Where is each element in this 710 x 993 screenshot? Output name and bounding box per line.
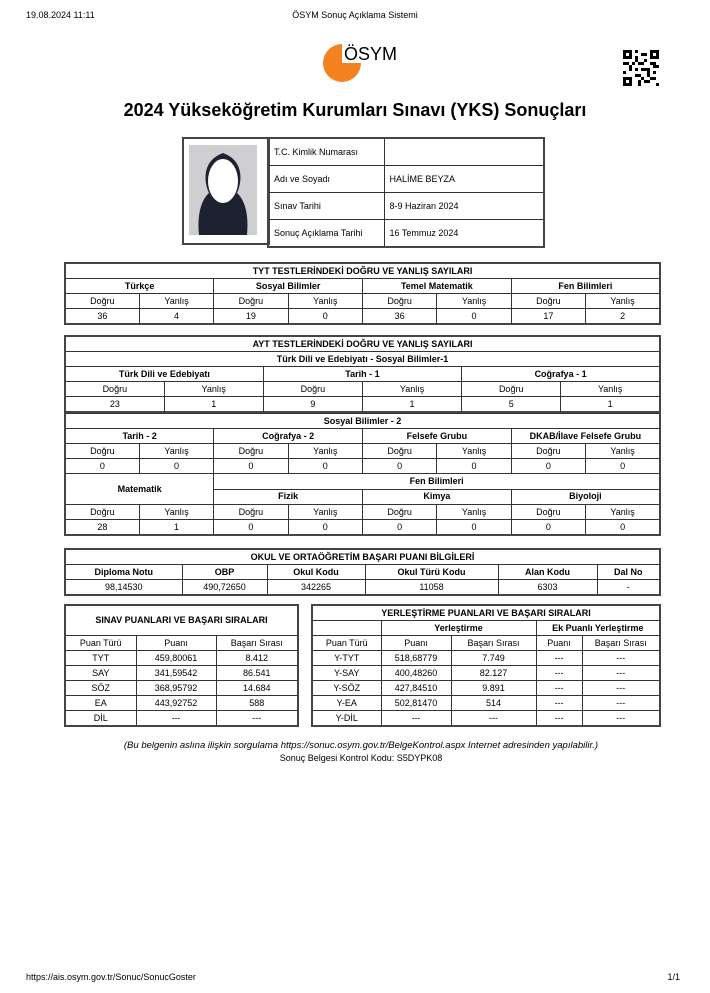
table-cell: 9 — [263, 397, 362, 413]
table-cell: Puanı — [381, 636, 451, 651]
table-cell: Puanı — [536, 636, 582, 651]
table-cell: 502,81470 — [381, 696, 451, 711]
print-datetime: 19.08.2024 11:11 — [26, 10, 95, 20]
table-row — [65, 580, 660, 596]
table-cell: Doğru — [65, 444, 139, 459]
table-header-row — [65, 474, 660, 490]
table-header-cell: Sosyal Bilimler - 2 — [65, 414, 660, 429]
table-cell: 4 — [139, 309, 213, 325]
table-cell: Doğru — [214, 505, 288, 520]
table-cell: 443,92752 — [136, 696, 216, 711]
table-header-row — [312, 605, 660, 621]
table-header-row — [65, 636, 298, 651]
table-cell: 8-9 Haziran 2024 — [384, 193, 544, 220]
table-cell: 341,59542 — [136, 666, 216, 681]
table-cell: 342265 — [267, 580, 365, 596]
table-cell: Doğru — [363, 505, 437, 520]
table-cell: SAY — [65, 666, 136, 681]
table-cell: 0 — [65, 459, 139, 474]
table-cell: Doğru — [214, 294, 288, 309]
table-header-cell: Okul Kodu — [267, 565, 365, 580]
table-row — [65, 309, 660, 325]
table-header-cell: Coğrafya - 1 — [462, 367, 660, 382]
table-cell: EA — [65, 696, 136, 711]
table-cell — [384, 138, 544, 166]
control-code: Sonuç Belgesi Kontrol Kodu: S5DYPK08 — [279, 753, 443, 763]
table-cell: 14.684 — [216, 681, 298, 696]
table-cell: 588 — [216, 696, 298, 711]
table-cell: --- — [216, 711, 298, 727]
table-cell: 8.412 — [216, 651, 298, 666]
table-cell: 1 — [561, 397, 660, 413]
table-header-row — [65, 336, 660, 352]
table-cell: 514 — [451, 696, 536, 711]
table-cell: --- — [582, 711, 660, 727]
table-row — [268, 220, 544, 248]
table-header-row — [312, 621, 660, 636]
table-cell: 459,80061 — [136, 651, 216, 666]
table-header-cell: Yerleştirme — [381, 621, 536, 636]
table-cell: Sonuç Açıklama Tarihi — [268, 220, 384, 248]
table-row — [65, 459, 660, 474]
table-header-row — [65, 414, 660, 429]
table-cell: 19 — [214, 309, 288, 325]
table-cell: 490,72650 — [182, 580, 267, 596]
okul-title: OKUL VE ORTAÖĞRETİM BAŞARI PUANI BİLGİLERİ — [65, 549, 660, 565]
table-cell: --- — [582, 666, 660, 681]
table-cell: Yanlış — [288, 444, 362, 459]
verification-note: (Bu belgenin aslına ilişkin sorgulama https://sonuc.osym.gov.tr/BelgeKontrol.aspx Internet adresinden yapılabilir.) — [123, 740, 599, 751]
table-cell: Yanlış — [586, 444, 660, 459]
table-cell: 427,84510 — [381, 681, 451, 696]
table-cell: Yanlış — [437, 444, 511, 459]
yerlestirme-title: YERLEŞTİRME PUANLARI VE BAŞARI SIRALARI — [312, 605, 660, 621]
table-cell: 2 — [586, 309, 660, 325]
table-cell: Doğru — [363, 444, 437, 459]
table-cell: Yanlış — [437, 294, 511, 309]
table-cell: --- — [536, 696, 582, 711]
table-cell: Doğru — [363, 294, 437, 309]
table-row — [312, 666, 660, 681]
table-cell: Yanlış — [586, 294, 660, 309]
table-cell: 0 — [586, 459, 660, 474]
table-cell: SÖZ — [65, 681, 136, 696]
table-cell: 0 — [214, 520, 288, 536]
table-row — [65, 520, 660, 536]
table-header-cell: Fen Bilimleri — [511, 279, 660, 294]
table-header-row — [65, 605, 298, 636]
table-cell: 400,48260 — [381, 666, 451, 681]
table-cell: Doğru — [65, 382, 164, 397]
ayt-table — [64, 335, 661, 413]
table-cell: 82.127 — [451, 666, 536, 681]
table-cell: --- — [582, 696, 660, 711]
table-header-row — [65, 263, 660, 279]
table-row — [65, 681, 298, 696]
table-cell: 36 — [363, 309, 437, 325]
table-header-row — [65, 429, 660, 444]
table-cell: Y-SÖZ — [312, 681, 381, 696]
table-cell: Y-EA — [312, 696, 381, 711]
table-row — [65, 711, 298, 727]
table-cell: Adı ve Soyadı — [268, 166, 384, 193]
table-cell: 0 — [363, 520, 437, 536]
qr-code-icon — [623, 50, 659, 86]
table-cell: Y-DİL — [312, 711, 381, 727]
table-cell: --- — [451, 711, 536, 727]
sinav-puan-title: SINAV PUANLARI VE BAŞARI SIRALARI — [65, 605, 298, 636]
system-title: ÖSYM Sonuç Açıklama Sistemi — [292, 10, 418, 20]
table-header-row — [65, 444, 660, 459]
table-row — [65, 651, 298, 666]
candidate-photo — [189, 145, 257, 235]
table-cell: Doğru — [511, 444, 585, 459]
table-row — [312, 696, 660, 711]
tyt-title: TYT TESTLERİNDEKİ DOĞRU VE YANLIŞ SAYILARI — [65, 263, 660, 279]
table-cell: 0 — [288, 459, 362, 474]
table-header-row — [65, 505, 660, 520]
table-cell: Yanlış — [288, 505, 362, 520]
table-cell: Yanlış — [139, 444, 213, 459]
table-header-row — [65, 382, 660, 397]
table-cell: Puanı — [136, 636, 216, 651]
table-cell: Başarı Sırası — [451, 636, 536, 651]
table-header-row — [65, 367, 660, 382]
table-header-cell: Türk Dili ve Edebiyatı - Sosyal Bilimler-1 — [65, 352, 660, 367]
table-cell: Puan Türü — [312, 636, 381, 651]
table-cell: 0 — [437, 309, 511, 325]
table-cell: --- — [582, 651, 660, 666]
table-cell: 1 — [139, 520, 213, 536]
table-cell: Y-SAY — [312, 666, 381, 681]
table-header-cell: Temel Matematik — [363, 279, 512, 294]
table-header-cell: Türk Dili ve Edebiyatı — [65, 367, 263, 382]
table-cell: 0 — [586, 520, 660, 536]
table-header-cell: Tarih - 1 — [263, 367, 461, 382]
table-cell: --- — [381, 711, 451, 727]
table-cell: 6303 — [498, 580, 597, 596]
table-cell: Yanlış — [139, 294, 213, 309]
table-cell: Doğru — [65, 505, 139, 520]
table-cell: Puan Türü — [65, 636, 136, 651]
table-row — [312, 681, 660, 696]
ayt-table-sosyal2 — [64, 413, 661, 536]
table-cell: 0 — [214, 459, 288, 474]
table-header-cell: Türkçe — [65, 279, 214, 294]
table-cell: Yanlış — [586, 505, 660, 520]
okul-table — [64, 548, 661, 596]
table-cell: Yanlış — [561, 382, 660, 397]
table-header-cell: Ek Puanlı Yerleştirme — [536, 621, 660, 636]
table-cell: - — [597, 580, 660, 596]
table-cell: Başarı Sırası — [216, 636, 298, 651]
tyt-table — [64, 262, 661, 325]
table-header-cell: Fizik — [214, 489, 363, 505]
table-cell: Doğru — [511, 294, 585, 309]
table-cell: DİL — [65, 711, 136, 727]
table-header-cell: Diploma Notu — [65, 565, 182, 580]
table-cell: 28 — [65, 520, 139, 536]
ayt-title: AYT TESTLERİNDEKİ DOĞRU VE YANLIŞ SAYILARI — [65, 336, 660, 352]
candidate-info-table — [267, 137, 545, 248]
table-cell: Yanlış — [362, 382, 461, 397]
table-header-cell: Biyoloji — [511, 489, 660, 505]
table-cell: 518,68779 — [381, 651, 451, 666]
table-cell: Doğru — [214, 444, 288, 459]
page-number: 1/1 — [667, 972, 680, 982]
table-cell: 36 — [65, 309, 139, 325]
table-cell: TYT — [65, 651, 136, 666]
table-header-cell: DKAB/İlave Felsefe Grubu — [511, 429, 660, 444]
table-cell: 16 Temmuz 2024 — [384, 220, 544, 248]
table-cell: 0 — [437, 520, 511, 536]
table-cell: --- — [536, 711, 582, 727]
table-cell: 1 — [164, 397, 263, 413]
table-header-row — [312, 636, 660, 651]
table-row — [65, 666, 298, 681]
table-header-cell: Kimya — [363, 489, 512, 505]
table-header-cell: Coğrafya - 2 — [214, 429, 363, 444]
table-cell: --- — [136, 711, 216, 727]
table-header-row — [65, 279, 660, 294]
table-row — [268, 193, 544, 220]
table-cell: Yanlış — [437, 505, 511, 520]
table-cell: 0 — [139, 459, 213, 474]
table-header-cell: Felsefe Grubu — [363, 429, 512, 444]
table-cell: 0 — [437, 459, 511, 474]
table-cell: Yanlış — [288, 294, 362, 309]
table-header-cell: OBP — [182, 565, 267, 580]
table-header-cell: Dal No — [597, 565, 660, 580]
table-cell: Doğru — [263, 382, 362, 397]
table-cell: Doğru — [462, 382, 561, 397]
table-row — [65, 397, 660, 413]
table-cell: --- — [582, 681, 660, 696]
table-cell: --- — [536, 651, 582, 666]
table-row — [268, 138, 544, 166]
table-header-cell: Matematik — [65, 474, 214, 505]
table-header-cell: Fen Bilimleri — [214, 474, 660, 490]
page-title: 2024 Yükseköğretim Kurumları Sınavı (YKS) Sonuçları — [123, 100, 587, 120]
table-header-row — [65, 352, 660, 367]
table-cell: 9.891 — [451, 681, 536, 696]
yerlestirme-table — [311, 604, 661, 727]
table-cell: 0 — [511, 520, 585, 536]
table-cell: 17 — [511, 309, 585, 325]
table-cell: 0 — [363, 459, 437, 474]
table-cell: Doğru — [65, 294, 139, 309]
table-cell: 1 — [362, 397, 461, 413]
logo-text: ÖSYM — [344, 44, 398, 64]
table-cell: Y-TYT — [312, 651, 381, 666]
table-header-cell: Alan Kodu — [498, 565, 597, 580]
table-header-cell: Tarih - 2 — [65, 429, 214, 444]
table-header-cell: Okul Türü Kodu — [365, 565, 498, 580]
table-cell: Başarı Sırası — [582, 636, 660, 651]
table-cell: 98,14530 — [65, 580, 182, 596]
table-cell: 0 — [511, 459, 585, 474]
table-cell: --- — [536, 681, 582, 696]
table-row — [65, 696, 298, 711]
table-row — [312, 711, 660, 727]
table-header-row — [65, 294, 660, 309]
table-cell: 7.749 — [451, 651, 536, 666]
table-cell: 5 — [462, 397, 561, 413]
table-cell: 0 — [288, 309, 362, 325]
table-cell: 0 — [288, 520, 362, 536]
table-cell: 11058 — [365, 580, 498, 596]
table-row — [312, 651, 660, 666]
table-cell — [312, 621, 381, 636]
table-cell: 86.541 — [216, 666, 298, 681]
table-cell: HALİME BEYZA — [384, 166, 544, 193]
table-cell: 23 — [65, 397, 164, 413]
table-header-cell: Sosyal Bilimler — [214, 279, 363, 294]
page-url: https://ais.osym.gov.tr/Sonuc/SonucGoster — [26, 972, 196, 982]
table-cell: Sınav Tarihi — [268, 193, 384, 220]
table-cell: 368,95792 — [136, 681, 216, 696]
table-cell: --- — [536, 666, 582, 681]
sinav-puan-table — [64, 604, 299, 727]
table-header-row — [65, 565, 660, 580]
table-cell: T.C. Kimlik Numarası — [268, 138, 384, 166]
table-header-row — [65, 549, 660, 565]
table-cell: Yanlış — [139, 505, 213, 520]
table-cell: Doğru — [511, 505, 585, 520]
table-cell: Yanlış — [164, 382, 263, 397]
table-row — [268, 166, 544, 193]
